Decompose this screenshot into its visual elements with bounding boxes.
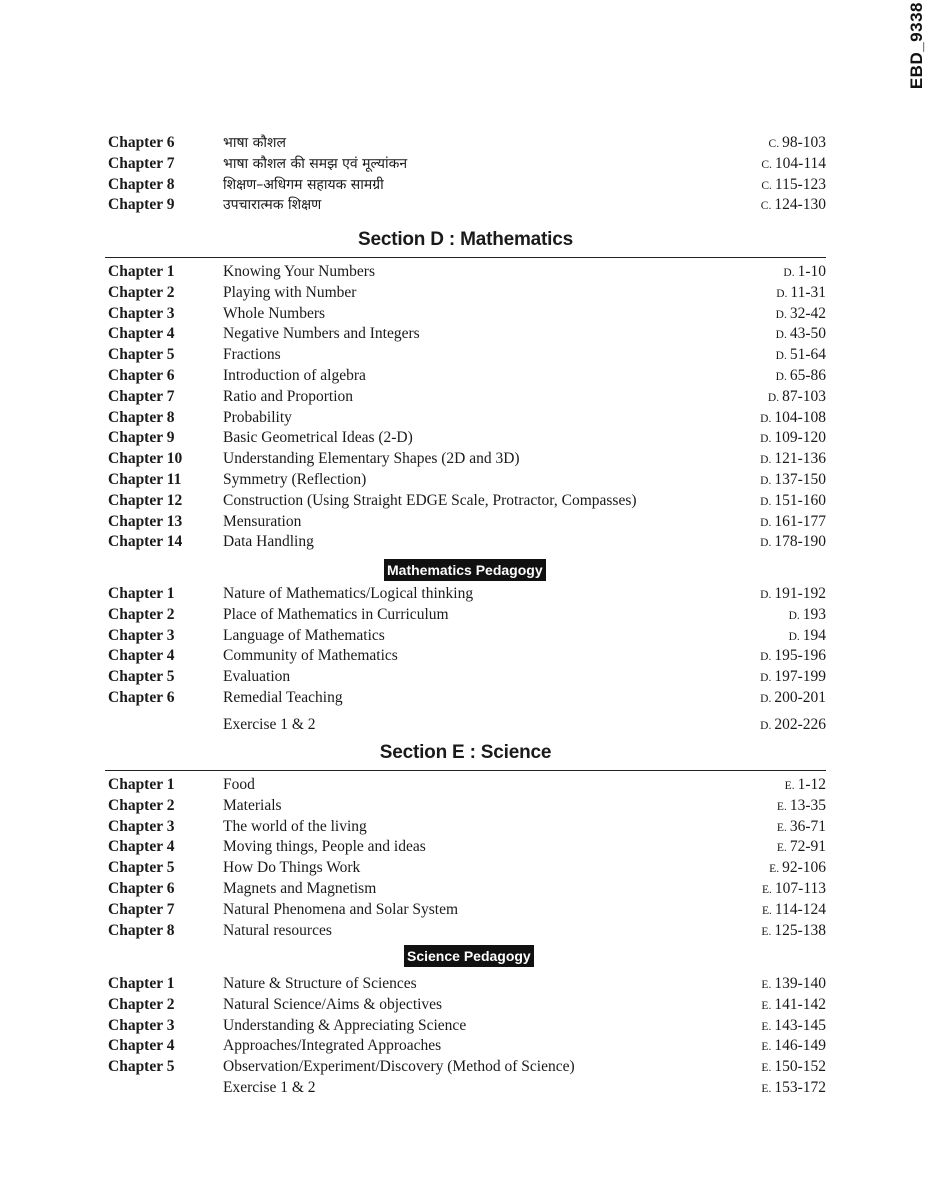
chapter-number: Chapter 2 — [108, 995, 175, 1013]
page-range: D. 11-31 — [776, 283, 826, 301]
chapter-title: Observation/Experiment/Discovery (Method of Science) — [223, 1058, 575, 1076]
page-range: D. 151-160 — [760, 491, 826, 509]
chapter-title: Understanding & Appreciating Science — [223, 1016, 467, 1034]
page-range: C. 115-123 — [761, 175, 826, 193]
page-range: D. 137-150 — [760, 470, 826, 488]
chapter-number: Chapter 9 — [108, 429, 175, 447]
chapter-number: Chapter 5 — [108, 346, 175, 364]
page-range: E. 125-138 — [761, 921, 826, 939]
section-e-heading: Section E : Science — [379, 742, 552, 763]
chapter-number: Chapter 2 — [108, 283, 175, 301]
chapter-number: Chapter 8 — [108, 175, 175, 193]
page-range: E. 36-71 — [776, 817, 826, 835]
toc-row — [108, 667, 826, 688]
toc-row — [108, 900, 826, 921]
chapter-number: Chapter 4 — [108, 325, 175, 343]
toc-row — [108, 858, 826, 879]
page-range: E. 107-113 — [762, 879, 826, 897]
toc-row — [108, 366, 826, 387]
chapter-number: Chapter 12 — [108, 491, 183, 509]
chapter-number: Chapter 1 — [108, 585, 175, 602]
science-pedagogy-heading: Science Pedagogy — [404, 945, 534, 967]
chapter-title: Understanding Elementary Shapes (2D and 3D) — [223, 450, 520, 468]
exercise-row — [108, 715, 826, 736]
toc-row — [108, 324, 826, 345]
page-range: D. 121-136 — [760, 450, 826, 468]
page-range: D. 43-50 — [775, 325, 826, 343]
toc-row — [108, 133, 826, 154]
page-range: E. 72-91 — [776, 838, 826, 856]
chapter-title: Symmetry (Reflection) — [223, 470, 367, 488]
chapter-number: Chapter 2 — [108, 796, 175, 814]
page-range: D. 51-64 — [775, 346, 826, 364]
toc-row — [108, 646, 826, 667]
exercise-title: Exercise 1 & 2 — [223, 1079, 316, 1096]
toc-row — [108, 879, 826, 900]
page-range: D. 195-196 — [760, 647, 826, 665]
page-range: D. 161-177 — [760, 512, 826, 530]
chapter-number: Chapter 3 — [108, 1016, 175, 1034]
exercise-row — [108, 1078, 826, 1099]
chapter-number: Chapter 8 — [108, 408, 175, 426]
chapter-title: Fractions — [223, 346, 281, 364]
chapter-title: Nature of Mathematics/Logical thinking — [223, 585, 474, 602]
chapter-number: Chapter 4 — [108, 838, 175, 856]
exercise-pages: E. 153-172 — [761, 1079, 826, 1096]
page-range: D. 194 — [788, 626, 826, 644]
page-range: E. 114-124 — [762, 900, 826, 918]
exercise-pages: D. 202-226 — [760, 716, 826, 733]
toc-row — [108, 512, 826, 533]
toc-row — [108, 175, 826, 196]
chapter-title: How Do Things Work — [223, 859, 361, 877]
toc-row — [108, 796, 826, 817]
chapter-number: Chapter 6 — [108, 134, 175, 151]
chapter-title: Approaches/Integrated Approaches — [223, 1037, 442, 1055]
toc-row — [108, 428, 826, 449]
chapter-number: Chapter 2 — [108, 605, 175, 623]
chapter-title: Evaluation — [223, 668, 291, 686]
chapter-title: Playing with Number — [223, 283, 357, 301]
toc-row — [108, 995, 826, 1016]
chapter-title: Data Handling — [223, 533, 314, 551]
chapter-title: Nature & Structure of Sciences — [223, 975, 417, 992]
chapter-number: Chapter 13 — [108, 512, 183, 530]
page-range: D. 191-192 — [760, 585, 826, 602]
chapter-number: Chapter 6 — [108, 366, 175, 384]
page-range: D. 200-201 — [760, 688, 826, 706]
toc-row — [108, 921, 826, 942]
chapter-title: Construction (Using Straight EDGE Scale, Protractor, Compasses) — [223, 491, 637, 509]
chapter-title: Materials — [223, 796, 282, 814]
toc-row — [108, 345, 826, 366]
chapter-number: Chapter 7 — [108, 154, 175, 172]
section-c-list — [108, 133, 826, 216]
section-e-rule — [105, 770, 826, 771]
toc-row — [108, 974, 826, 995]
chapter-number: Chapter 5 — [108, 1058, 175, 1076]
page-range: C. 104-114 — [761, 154, 826, 172]
chapter-title: Community of Mathematics — [223, 647, 398, 665]
chapter-title: भाषा कौशल — [223, 135, 287, 151]
chapter-title: Probability — [223, 408, 292, 426]
chapter-title: Natural Phenomena and Solar System — [223, 900, 459, 918]
mathematics-pedagogy-list — [108, 584, 826, 709]
chapter-number: Chapter 8 — [108, 921, 175, 939]
chapter-number: Chapter 5 — [108, 859, 175, 877]
chapter-number: Chapter 6 — [108, 879, 175, 897]
toc-row — [108, 688, 826, 709]
chapter-number: Chapter 1 — [108, 776, 175, 793]
toc-row — [108, 626, 826, 647]
page-range: D. 178-190 — [760, 533, 826, 551]
toc-row — [108, 408, 826, 429]
chapter-number: Chapter 3 — [108, 304, 175, 322]
page-range: D. 65-86 — [775, 366, 826, 384]
toc-row — [108, 387, 826, 408]
page-range: C. 124-130 — [760, 196, 826, 214]
chapter-number: Chapter 1 — [108, 263, 175, 280]
page-range: E. 92-106 — [769, 859, 826, 877]
chapter-title: Mensuration — [223, 512, 302, 530]
page-range: E. 150-152 — [761, 1058, 826, 1076]
chapter-number: Chapter 4 — [108, 1037, 175, 1055]
toc-row — [108, 1057, 826, 1078]
toc-row — [108, 304, 826, 325]
exercise-title: Exercise 1 & 2 — [223, 716, 316, 733]
section-d-exercise — [108, 715, 826, 736]
page-range: D. 104-108 — [760, 408, 826, 426]
page-range: E. 141-142 — [761, 995, 826, 1013]
chapter-title: उपचारात्मक शिक्षण — [223, 197, 322, 214]
chapter-title: भाषा कौशल की समझ एवं मूल्यांकन — [223, 155, 408, 172]
section-d-rule — [105, 257, 826, 258]
page-range: E. 146-149 — [761, 1037, 826, 1055]
chapter-number: Chapter 11 — [108, 470, 182, 488]
chapter-title: Remedial Teaching — [223, 688, 343, 706]
chapter-number: Chapter 1 — [108, 975, 175, 992]
chapter-title: Negative Numbers and Integers — [223, 325, 420, 343]
toc-row — [108, 491, 826, 512]
chapter-title: Language of Mathematics — [223, 626, 385, 644]
chapter-title: Knowing Your Numbers — [223, 263, 375, 280]
chapter-title: Natural resources — [223, 921, 332, 939]
page-range: D. 109-120 — [760, 429, 826, 447]
chapter-number: Chapter 5 — [108, 668, 175, 686]
chapter-title: Whole Numbers — [223, 304, 326, 322]
chapter-title: The world of the living — [223, 817, 367, 835]
page-code: EBD_9338 — [907, 2, 926, 90]
page-range: D. 32-42 — [775, 304, 826, 322]
chapter-number: Chapter 14 — [108, 533, 183, 551]
toc-row — [108, 470, 826, 491]
chapter-number: Chapter 9 — [108, 196, 175, 214]
mathematics-pedagogy-heading: Mathematics Pedagogy — [384, 559, 546, 581]
chapter-title: Ratio and Proportion — [223, 387, 354, 405]
chapter-title: शिक्षण–अधिगम सहायक सामग्री — [223, 176, 384, 193]
chapter-title: Basic Geometrical Ideas (2-D) — [223, 429, 413, 447]
toc-row — [108, 605, 826, 626]
chapter-number: Chapter 6 — [108, 688, 175, 706]
page-range: E. 143-145 — [761, 1016, 826, 1034]
page-range: C. 98-103 — [768, 134, 826, 151]
page-range: D. 1-10 — [783, 263, 826, 280]
chapter-number: Chapter 7 — [108, 900, 175, 918]
toc-row — [108, 1016, 826, 1037]
toc-row — [108, 775, 826, 796]
section-e-chapter-list — [108, 775, 826, 941]
toc-row — [108, 584, 826, 605]
page-range: D. 193 — [788, 605, 826, 623]
chapter-title: Moving things, People and ideas — [223, 838, 426, 856]
page-range: E. 1-12 — [784, 776, 826, 793]
section-e-exercise — [108, 1078, 826, 1099]
toc-row — [108, 817, 826, 838]
chapter-title: Magnets and Magnetism — [223, 879, 377, 897]
section-d-heading: Section D : Mathematics — [357, 229, 573, 250]
page-range: D. 87-103 — [767, 387, 826, 405]
toc-row — [108, 532, 826, 553]
chapter-number: Chapter 7 — [108, 387, 175, 405]
toc-row — [108, 195, 826, 216]
chapter-title: Introduction of algebra — [223, 366, 366, 384]
section-d-chapter-list — [108, 262, 826, 553]
chapter-title: Natural Science/Aims & objectives — [223, 995, 443, 1013]
chapter-number: Chapter 3 — [108, 626, 175, 644]
toc-row — [108, 283, 826, 304]
science-pedagogy-list — [108, 974, 826, 1078]
chapter-title: Place of Mathematics in Curriculum — [223, 605, 449, 623]
page-range: E. 13-35 — [776, 796, 826, 814]
chapter-number: Chapter 3 — [108, 817, 175, 835]
toc-row — [108, 1036, 826, 1057]
page-range: D. 197-199 — [760, 668, 826, 686]
chapter-title: Food — [223, 776, 255, 793]
chapter-number: Chapter 10 — [108, 450, 183, 468]
toc-row — [108, 449, 826, 470]
toc-row — [108, 837, 826, 858]
toc-row — [108, 154, 826, 175]
page-range: E. 139-140 — [761, 975, 826, 992]
toc-row — [108, 262, 826, 283]
chapter-number: Chapter 4 — [108, 647, 175, 665]
